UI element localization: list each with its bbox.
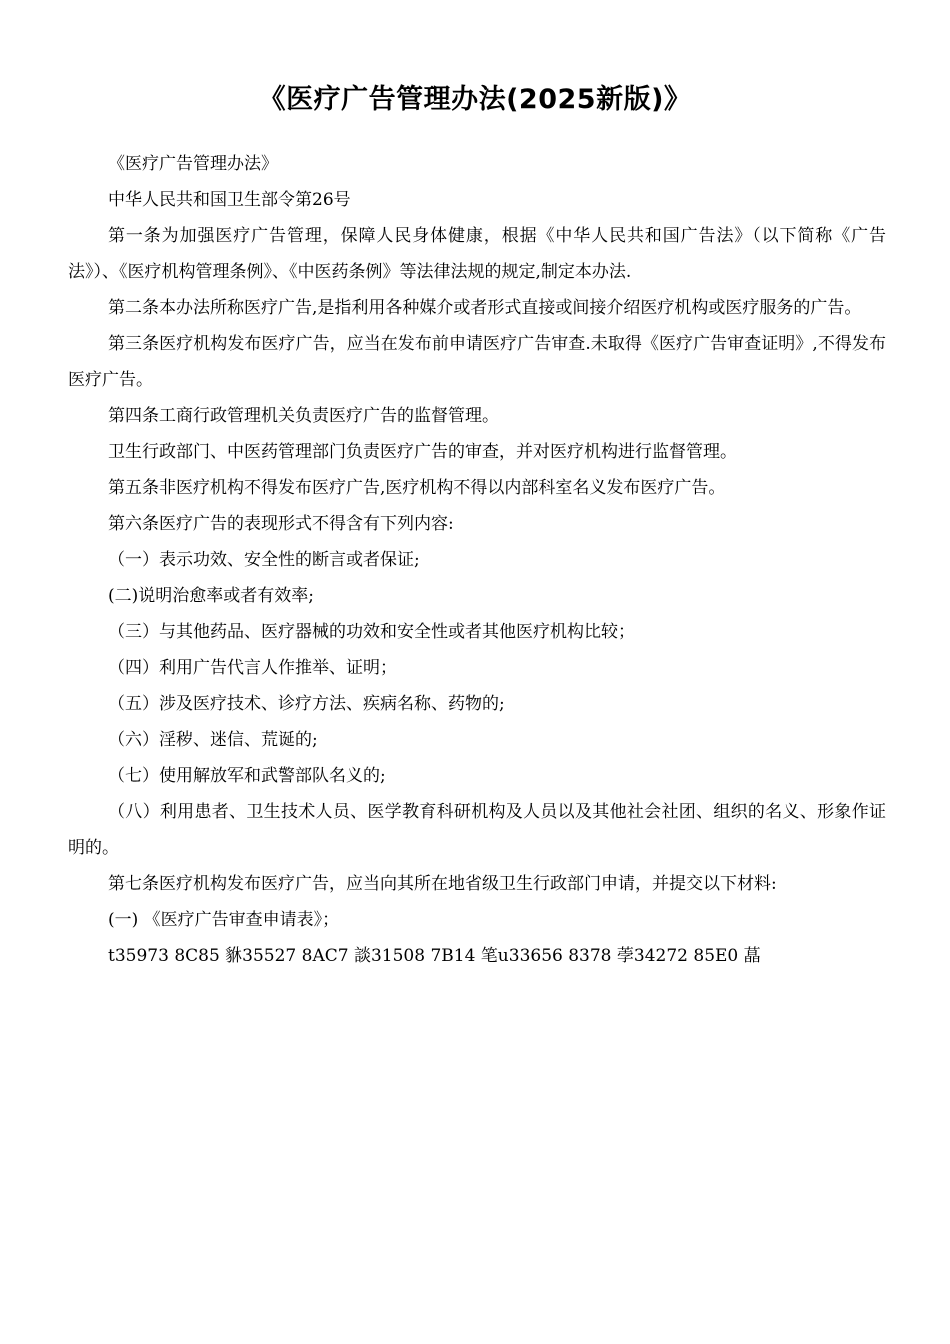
list-item: (一) 《医疗广告审查申请表》； bbox=[108, 910, 340, 930]
list-item: （三）与其他药品、医疗器械的功效和安全性或者其他医疗机构比较； bbox=[108, 622, 635, 642]
list-item: （七）使用解放军和武警部队名义的; bbox=[108, 766, 386, 786]
paragraph-article-7: 第七条医疗机构发布医疗广告，应当向其所在地省级卫生行政部门申请，并提交以下材料: bbox=[108, 874, 777, 894]
list-item: （八）利用患者、卫生技术人员、医学教育科研机构及人员以及其他社会社团、组织的名义、形象作证明的。 bbox=[68, 802, 886, 858]
list-item: （一）表示功效、安全性的断言或者保证; bbox=[108, 550, 420, 570]
list-item: (二)说明治愈率或者有效率; bbox=[108, 586, 314, 606]
paragraph-decree-number: 中华人民共和国卫生部令第26号 bbox=[108, 190, 351, 210]
document-title: 《医疗广告管理办法(2025新版)》 bbox=[258, 84, 692, 115]
list-item: （六）淫秽、迷信、荒诞的; bbox=[108, 730, 318, 750]
paragraph-article-4-cont: 卫生行政部门、中医药管理部门负责医疗广告的审查，并对医疗机构进行监督管理。 bbox=[108, 442, 737, 462]
paragraph-article-5: 第五条非医疗机构不得发布医疗广告,医疗机构不得以内部科室名义发布医疗广告。 bbox=[108, 478, 726, 498]
paragraph-article-1: 第一条为加强医疗广告管理，保障人民身体健康，根据《中华人民共和国广告法》（以下简称《广告法》）、《医疗机构管理条例》、《中医药条例》等法律法规的规定,制定本办法. bbox=[68, 226, 886, 282]
document-body bbox=[68, 146, 886, 974]
paragraph-article-6: 第六条医疗广告的表现形式不得含有下列内容: bbox=[108, 514, 454, 534]
paragraph-article-3: 第三条医疗机构发布医疗广告，应当在发布前申请医疗广告审查.未取得《医疗广告审查证明》,不得发布医疗广告。 bbox=[68, 334, 886, 390]
list-item: （五）涉及医疗技术、诊疗方法、疾病名称、药物的; bbox=[108, 694, 505, 714]
paragraph-article-2: 第二条本办法所称医疗广告,是指利用各种媒介或者形式直接或间接介绍医疗机构或医疗服务的广告。 bbox=[108, 298, 862, 318]
list-item: （四）利用广告代言人作推举、证明； bbox=[108, 658, 397, 678]
garbled-text-line: t35973 8C85 貅35527 8AC7 談31508 7B14 笔u33656 8378 荸34272 85E0 蕌 bbox=[108, 946, 761, 966]
paragraph-article-4: 第四条工商行政管理机关负责医疗广告的监督管理。 bbox=[108, 406, 499, 426]
paragraph-regulation-name: 《医疗广告管理办法》 bbox=[108, 154, 278, 174]
